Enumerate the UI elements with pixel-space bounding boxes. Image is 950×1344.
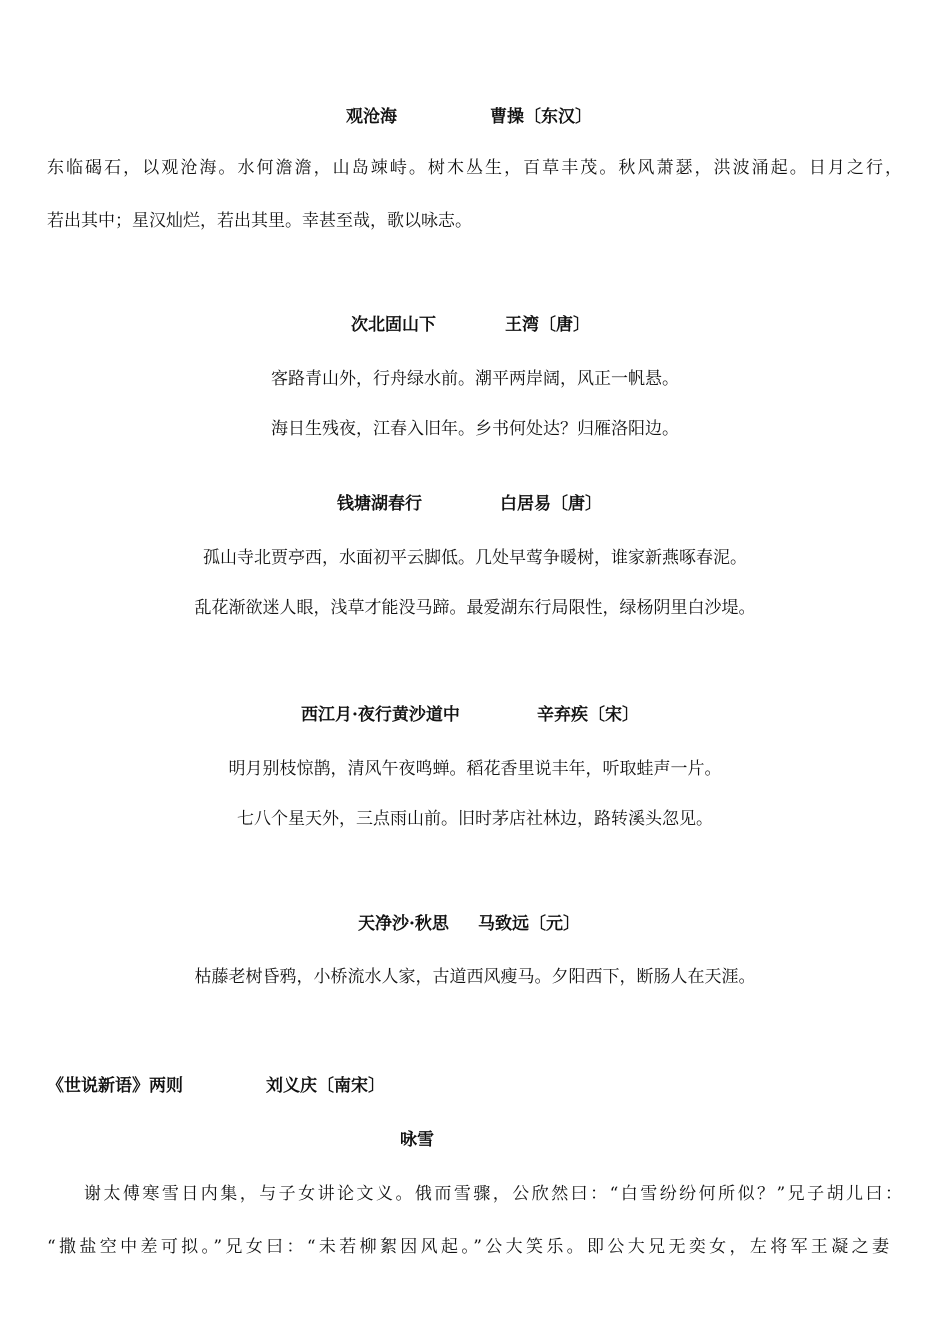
- poem-line: 若出其中；星汉灿烂，若出其里。幸甚至哉，歌以咏志。: [47, 211, 472, 231]
- poem-line: 东临碣石，以观沧海。水何澹澹，山岛竦峙。树木丛生，百草丰茂。秋风萧瑟，洪波涌起。日月之行，: [47, 158, 902, 178]
- poem-author: 白居易〔唐〕: [500, 494, 602, 514]
- poem-line: 明月别枝惊鹊，清风午夜鸣蝉。稻花香里说丰年，听取蛙声一片。: [228, 759, 722, 779]
- prose-title: 《世说新语》两则: [47, 1076, 183, 1096]
- poem-author: 曹操〔东汉〕: [490, 107, 592, 127]
- poem-author: 王湾〔唐〕: [505, 315, 590, 335]
- poem-line: 七八个星天外，三点雨山前。旧时茅店社林边，路转溪头忽见。: [237, 809, 713, 829]
- poem-title: 西江月·夜行黄沙道中: [301, 705, 460, 725]
- poem-title: 观沧海: [346, 107, 397, 127]
- poem-title: 天净沙·秋思: [358, 914, 449, 934]
- poem-line: 海日生残夜，江春入旧年。乡书何处达？归雁洛阳边。: [271, 419, 679, 439]
- poem-author: 辛弃疾〔宋〕: [537, 705, 639, 725]
- poem-author: 马致远〔元〕: [478, 914, 580, 934]
- poem-line: 乱花渐欲迷人眼，浅草才能没马蹄。最爱湖东行局限性，绿杨阴里白沙堤。: [194, 598, 756, 618]
- poem-title: 钱塘湖春行: [337, 494, 422, 514]
- prose-line: 谢太傅寒雪日内集，与子女讲论文义。俄而雪骤，公欣然曰：“白雪纷纷何所似？”兄子胡儿曰：: [84, 1184, 902, 1204]
- prose-line: “撒盐空中差可拟。”兄女曰：“未若柳絮因风起。”公大笑乐。即公大兄无奕女，左将军王凝之妻: [47, 1237, 889, 1257]
- poem-line: 枯藤老树昏鸦，小桥流水人家，古道西风瘦马。夕阳西下，断肠人在天涯。: [194, 967, 756, 987]
- poem-line: 客路青山外，行舟绿水前。潮平两岸阔，风正一帆悬。: [271, 369, 679, 389]
- prose-author: 刘义庆〔南宋〕: [266, 1076, 385, 1096]
- poem-title: 次北固山下: [351, 315, 436, 335]
- poem-line: 孤山寺北贾亭西，水面初平云脚低。几处早莺争暖树，谁家新燕啄春泥。: [203, 548, 747, 568]
- prose-subtitle: 咏雪: [400, 1130, 434, 1150]
